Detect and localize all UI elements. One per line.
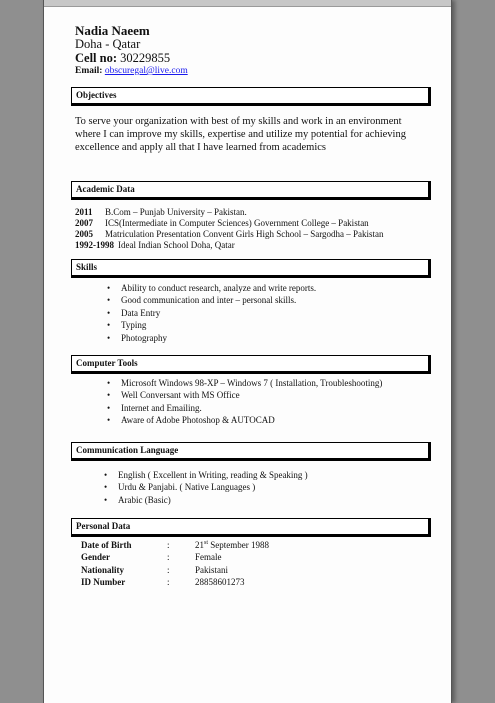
list-item: • English ( Excellent in Writing, reading & Speaking ) — [104, 470, 308, 480]
id-value: 28858601273 — [195, 576, 245, 587]
cell-value: 30229855 — [120, 51, 171, 65]
email-line — [75, 66, 188, 76]
resume-page — [43, 0, 452, 703]
list-item: • Ability to conduct research, analyze and write reports. — [107, 283, 317, 293]
section-objectives: Objectives — [71, 87, 431, 106]
candidate-name: Nadia Naeem — [75, 23, 150, 38]
email-label: Email: — [75, 66, 103, 76]
section-personal-data: Personal Data — [71, 518, 431, 537]
email-link[interactable]: obscuregal@live.com — [104, 66, 188, 76]
list-item: • Microsoft Windows 98-XP – Windows 7 ( Installation, Troubleshooting) — [107, 378, 383, 388]
list-item: • Data Entry — [107, 307, 161, 318]
academic-row — [75, 207, 247, 218]
academic-year: 2011 — [75, 207, 93, 217]
computer-tools-list — [104, 377, 382, 427]
list-item: • Well Conversant with MS Office — [107, 390, 240, 401]
languages-list — [101, 469, 308, 506]
section-communication-language: Communication Language — [71, 442, 431, 461]
objectives-text: To serve your organization with best of my skills and work in an environment where I can improve my skills, expertise and utilize my potential for achieving excellence and apply all that I have learned from academics — [75, 116, 406, 153]
list-item: • Good communication and inter – personal skills. — [107, 295, 297, 306]
page-top-edge — [44, 0, 451, 7]
list-item: • Typing — [107, 320, 147, 331]
dob-row: Date of Birth : 21st September 1988 — [81, 540, 270, 550]
gender-label: Gender — [81, 552, 110, 563]
list-item: • Arabic (Basic) — [104, 494, 171, 505]
academic-row — [75, 240, 235, 251]
list-item: • Urdu & Panjabi. ( Native Languages ) — [104, 482, 256, 493]
list-item: • Photography — [107, 332, 167, 343]
skills-list — [104, 282, 316, 344]
academic-year: 2005 — [75, 229, 93, 239]
id-row: ID Number : 28858601273 — [81, 576, 245, 587]
section-computer-tools: Computer Tools — [71, 355, 431, 374]
academic-detail: ICS(Intermediate in Computer Sciences) Government College – Pakistan — [105, 218, 369, 228]
id-label: ID Number — [81, 576, 126, 587]
section-skills: Skills — [71, 259, 431, 278]
list-item: • Aware of Adobe Photoshop & AUTOCAD — [107, 415, 275, 426]
academic-detail: Matriculation Presentation Convent Girls High School – Sargodha – Pakistan — [105, 229, 384, 239]
nationality-label: Nationality — [81, 564, 125, 575]
candidate-city: Doha - Qatar — [75, 37, 141, 51]
nationality-value: Pakistani — [195, 564, 228, 575]
list-item: • Internet and Emailing. — [107, 402, 202, 413]
academic-row — [75, 218, 369, 229]
academic-detail: B.Com – Punjab University – Pakistan. — [105, 207, 247, 217]
academic-year: 1992-1998 — [75, 240, 114, 250]
cell-label: Cell no: — [75, 51, 118, 65]
academic-row — [75, 229, 384, 240]
dob-label: Date of Birth — [81, 540, 132, 550]
academic-detail: Ideal Indian School Doha, Qatar — [118, 240, 235, 250]
personal-data-table — [81, 537, 269, 588]
academic-year: 2007 — [75, 218, 93, 228]
gender-value: Female — [195, 552, 222, 563]
cell-number — [75, 51, 170, 66]
nationality-row: Nationality : Pakistani — [81, 564, 228, 575]
dob-value: 21st September 1988 — [195, 540, 270, 550]
gender-row: Gender : Female — [81, 552, 222, 563]
section-academic: Academic Data — [71, 181, 431, 200]
